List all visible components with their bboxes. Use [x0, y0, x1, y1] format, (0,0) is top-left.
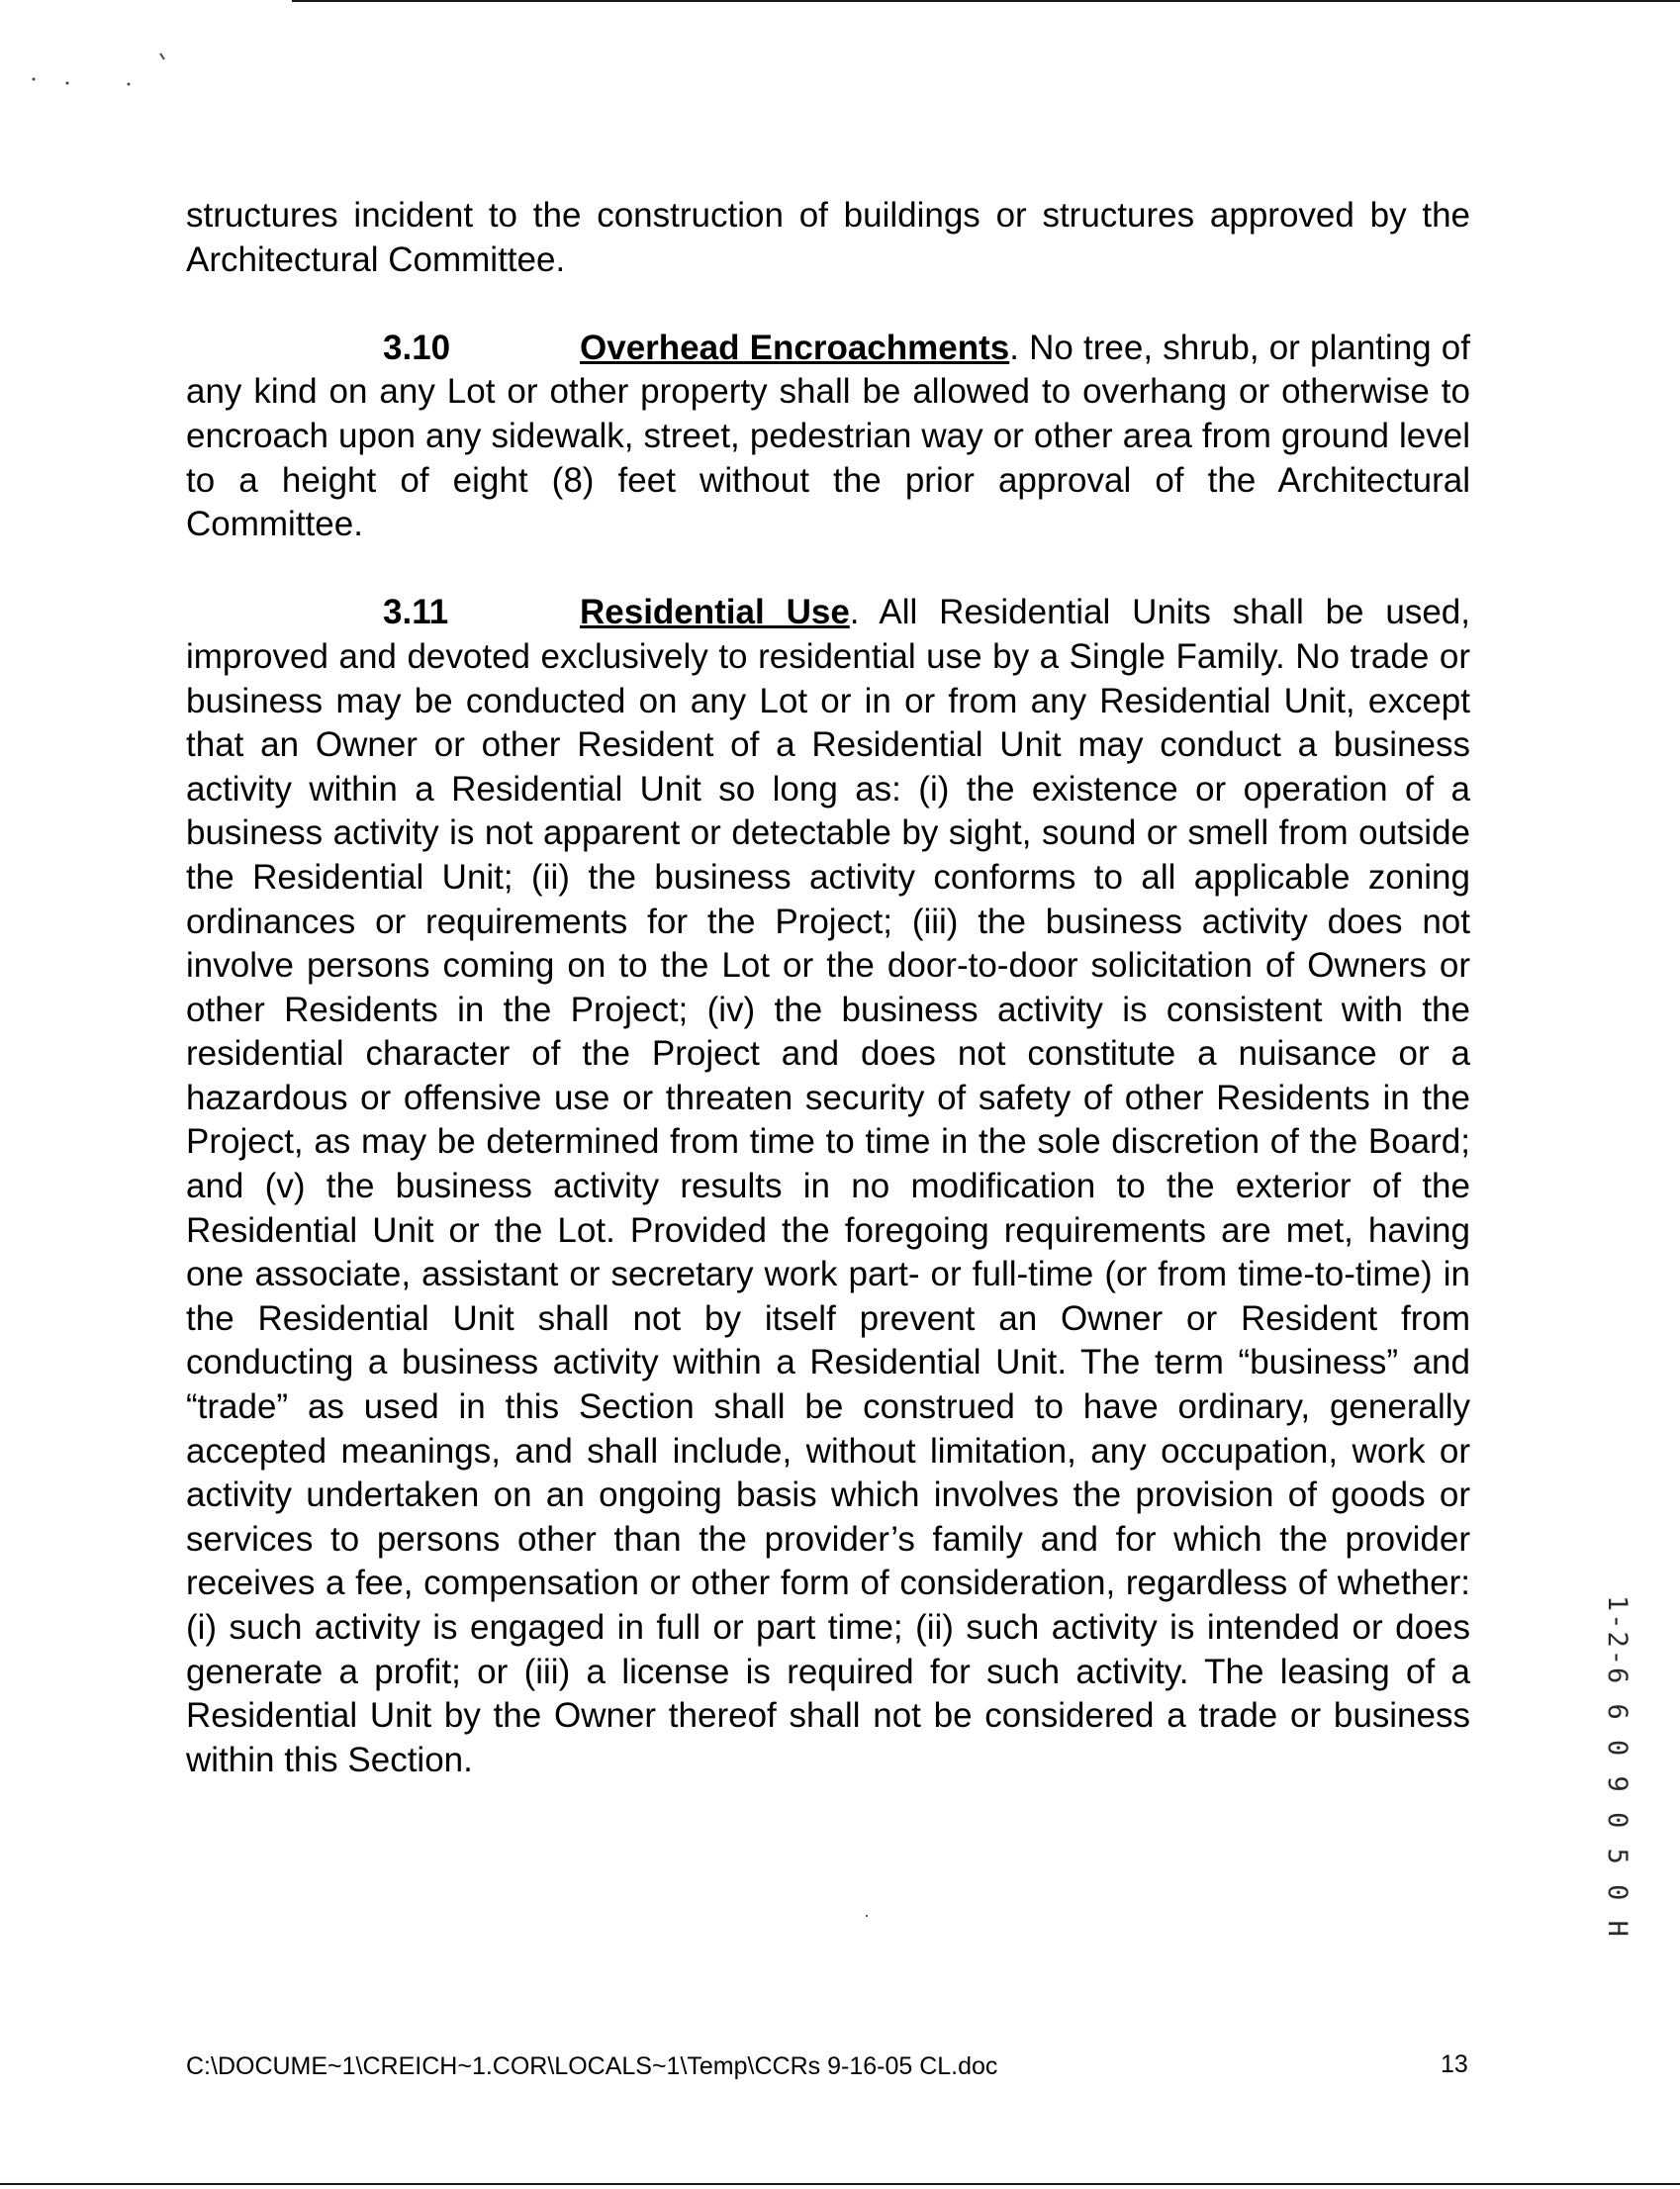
opening-paragraph: structures incident to the construction of buildings or structures approved by the Architectural Committee.	[186, 196, 1470, 279]
footer-file-path: C:\DOCUME~1\CREICH~1.COR\LOCALS~1\Temp\CCRs 9-16-05 CL.doc	[186, 2052, 998, 2080]
scan-speck	[866, 1915, 868, 1917]
section-3-10	[186, 327, 1470, 547]
section-body: . No tree, shrub, or planting of any kind on any Lot or other property shall be allowed to overhang or otherwise to encroach upon any sidewalk, street, pedestrian way or other area from ground level to a height of eight (8) feet without the prior approval of the Architectural Committee.	[186, 328, 1470, 544]
section-number: 3.10	[383, 328, 451, 367]
section-heading: Residential Use	[580, 593, 850, 632]
bates-stamp: 1-2-6 6 0 9 0 5 0 H	[1602, 1595, 1633, 1939]
speck	[160, 53, 164, 59]
speck	[66, 82, 69, 85]
document-body	[186, 194, 1470, 1782]
section-body: . All Residential Units shall be used, improved and devoted exclusively to residential use by a Single Family. No trade or business may be conducted on any Lot or in or from any Residential Unit, except that an Owner or other Resident of a Residential Unit may conduct a business activity within a Residential Unit so long as: (i) the existence or operation of a business activity is not apparent or detectable by sight, sound or smell from outside the Residential Unit; (ii) the business activity conforms to all applicable zoning ordinances or requirements for the Project; (iii) the business activity does not involve persons coming on to the Lot or the door-to-door solicitation of Owners or other Residents in the Project; (iv) the business activity is consistent with the residential character of the Project and does not constitute a nuisance or a hazardous or offensive use or threaten security of safety of other Residents in the Project, as may be determined from time to time in the sole discretion of the Board; and (v) the business activity results in no modification to the exterior of the Residential Unit or the Lot. Provided the foregoing requirements are met, having one associate, assistant or secretary work part- or full-time (or from time-to-time) in the Residential Unit shall not by itself prevent an Owner or Resident from conducting a business activity within a Residential Unit. The term “business” and “trade” as used in this Section shall be construed to have ordinary, generally accepted meanings, and shall include, without limitation, any occupation, work or activity undertaken on an ongoing basis which involves the provision of goods or services to persons other than the provider’s family and for which the provider receives a fee, compensation or other form of consideration, regardless of whether: (i) such activity is engaged in full or part time; (ii) such activity is intended or does generate a profit; or (iii) a license is required for such activity. The leasing of a Residential Unit by the Owner thereof shall not be considered a trade or business within this Section.	[186, 593, 1470, 1779]
speck	[33, 78, 36, 81]
section-heading: Overhead Encroachments	[580, 328, 1010, 367]
page-number: 13	[1441, 2050, 1468, 2078]
scan-specks	[30, 48, 168, 97]
scan-top-edge-line	[292, 0, 1680, 2]
section-number: 3.11	[383, 593, 449, 632]
section-3-11	[186, 591, 1470, 1782]
speck	[128, 83, 131, 86]
scan-bottom-edge-line	[0, 2183, 1680, 2185]
